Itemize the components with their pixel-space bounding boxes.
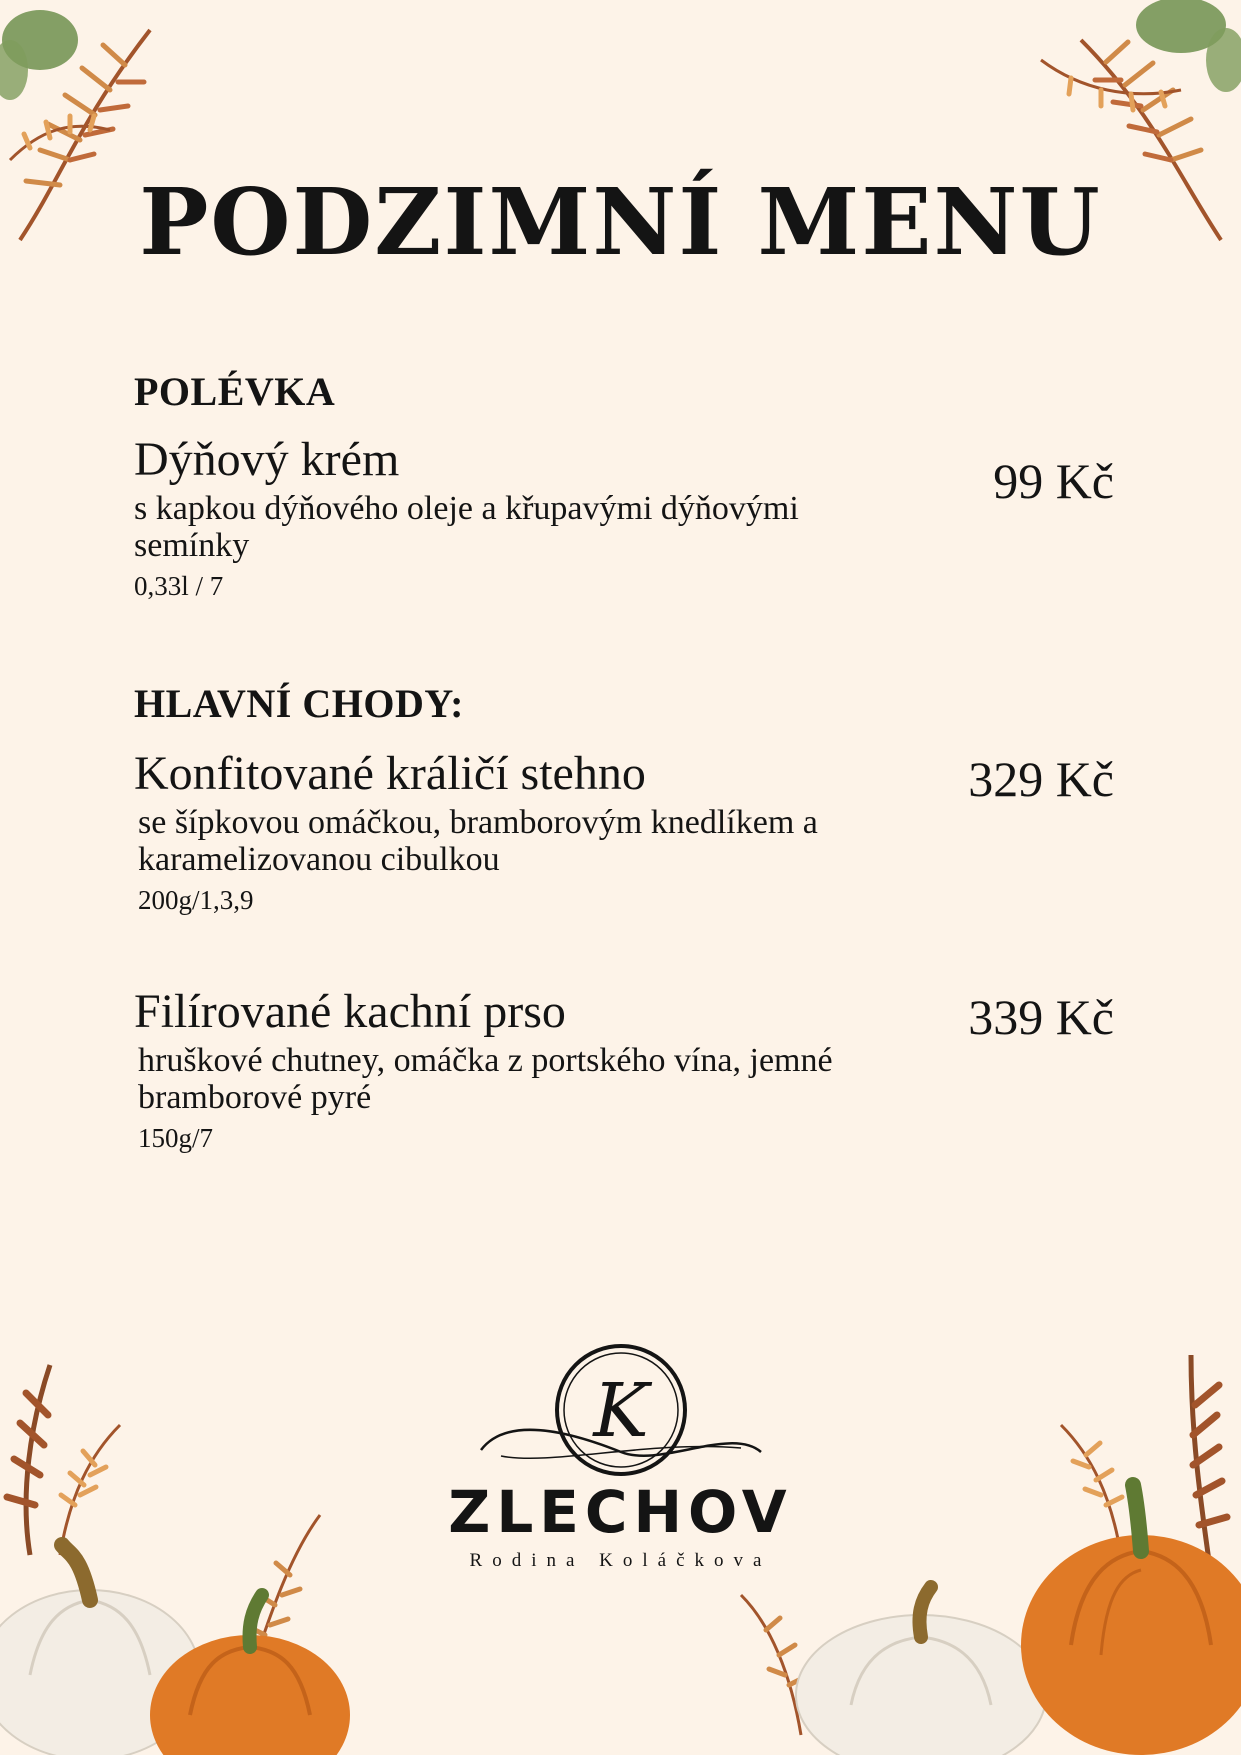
pumpkins-bottom-right	[681, 1295, 1241, 1755]
dish-description: s kapkou dýňového oleje a křupavými dýňovými semínky	[134, 490, 799, 564]
brand-tagline: Rodina Koláčkova	[469, 1550, 772, 1571]
dish-portion-allergens: 0,33l / 7	[134, 571, 224, 601]
dish-price: 339 Kč	[968, 989, 1114, 1045]
page-title: PODZIMNÍ MENU	[139, 168, 1102, 276]
dish-name: Filírované kachní prso	[134, 985, 566, 1038]
menu-item	[134, 432, 1114, 604]
section-heading-main-courses: HLAVNÍ CHODY:	[134, 681, 464, 726]
menu-item	[134, 984, 1114, 1156]
dish-price: 329 Kč	[968, 751, 1114, 807]
dish-description: hruškové chutney, omáčka z portského vína, jemné bramborové pyré	[138, 1042, 833, 1116]
pumpkins-bottom-left	[0, 1255, 460, 1755]
monogram-letter: K	[592, 1368, 649, 1454]
dish-name: Konfitované králičí stehno	[134, 747, 646, 800]
dish-portion-allergens: 150g/7	[138, 1123, 214, 1153]
dish-portion-allergens: 200g/1,3,9	[138, 885, 254, 915]
dish-description: se šípkovou omáčkou, bramborovým knedlíkem a karamelizovanou cibulkou	[138, 804, 818, 878]
brand-name: ZLECHOV	[448, 1478, 793, 1546]
dish-price: 99 Kč	[993, 453, 1114, 509]
menu-item	[134, 746, 1114, 918]
dish-name: Dýňový krém	[134, 433, 400, 486]
section-heading-soup: POLÉVKA	[134, 369, 336, 414]
